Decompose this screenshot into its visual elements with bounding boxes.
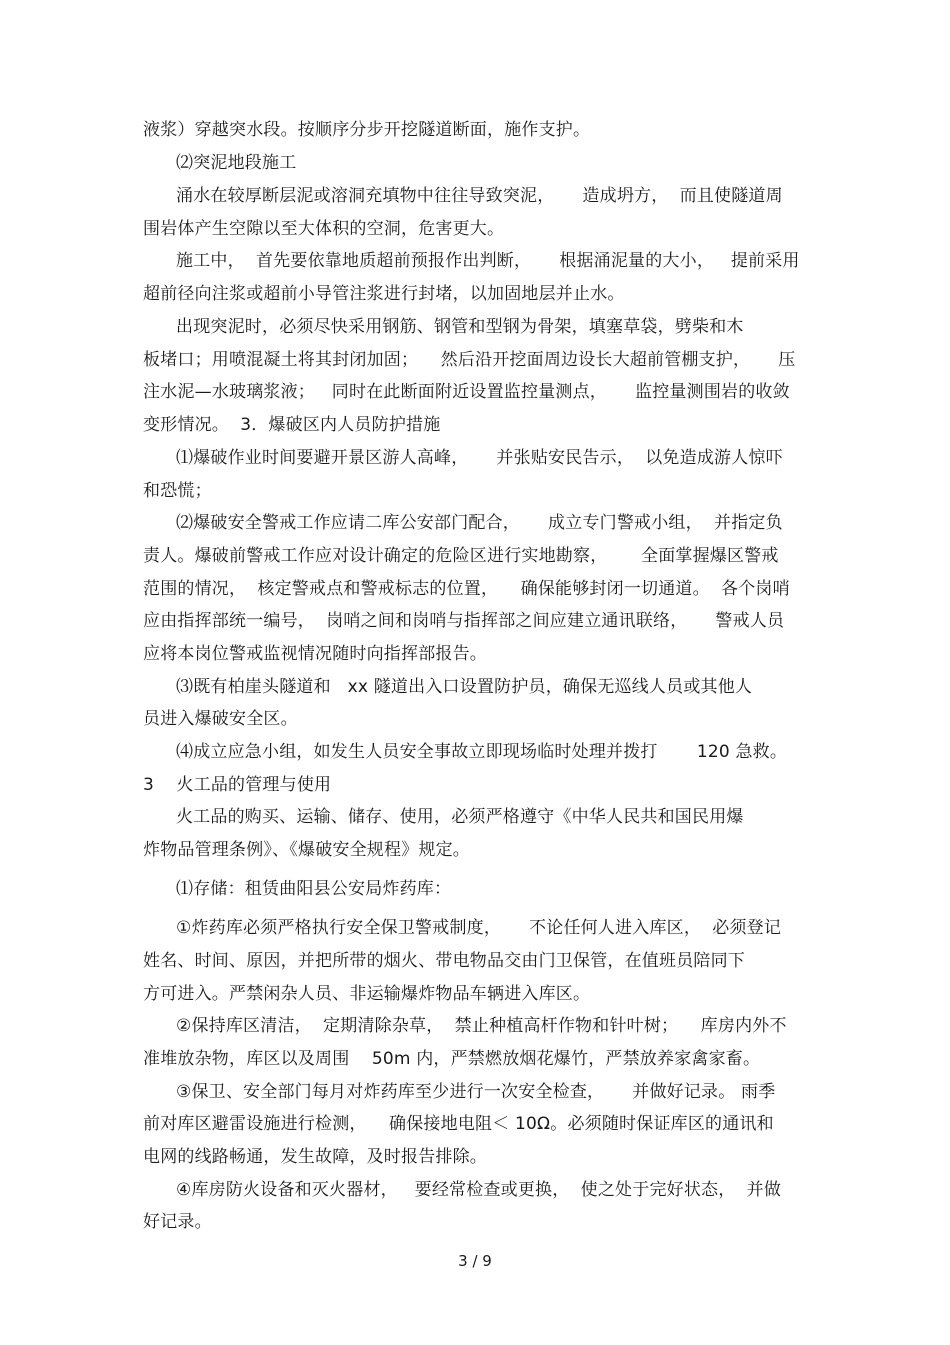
text-line: ①炸药库必须严格执行安全保卫警戒制度， 不论任何人进入库区， 必须登记 (176, 918, 782, 938)
text-line: ⑴存储：租赁曲阳县公安局炸药库： (176, 879, 452, 899)
text-line: 范围的情况， 核定警戒点和警戒标志的位置， 确保能够封闭一切通道。 各个岗哨 (143, 579, 790, 599)
text-line: 施工中， 首先要依靠地质超前预报作出判断， 根据涌泥量的大小， 提前采用 (176, 251, 800, 271)
text-line: ②保持库区清洁， 定期清除杂草， 禁止种植高杆作物和针叶树； 库房内外不 (176, 1016, 787, 1036)
text-line: 应由指挥部统一编号， 岗哨之间和岗哨与指挥部之间应建立通讯联络， 警戒人员 (143, 611, 785, 631)
text-line: 准堆放杂物，库区以及周围 50m 内，严禁燃放烟花爆竹，严禁放养家禽家畜。 (143, 1049, 761, 1069)
text-line: ⑵爆破安全警戒工作应请二库公安部门配合， 成立专门警戒小组， 并指定负 (176, 513, 783, 533)
text-line: 炸物品管理条例》、《爆破安全规程》规定。 (143, 840, 470, 860)
text-line: 电网的线路畅通，发生故障，及时报告排除。 (143, 1147, 487, 1167)
text-line: ④库房防火设备和灭火器材， 要经常检查或更换， 使之处于完好状态， 并做 (176, 1180, 782, 1200)
page-number: 3 / 9 (458, 1252, 492, 1270)
text-line: 围岩体产生空隙以至大体积的空洞，危害更大。 (143, 219, 505, 239)
text-line: ⑴爆破作业时间要避开景区游人高峰， 并张贴安民告示， 以免造成游人惊吓 (176, 448, 783, 468)
text-line: 责人。爆破前警戒工作应对设计确定的危险区进行实地勘察， 全面掌握爆区警戒 (143, 546, 779, 566)
text-line: 好记录。 (143, 1212, 212, 1232)
section-heading: 3 火工品的管理与使用 (143, 775, 332, 795)
text-line: 板堵口；用喷混凝土将其封闭加固； 然后沿开挖面周边设长大超前管棚支护， 压 (143, 350, 796, 370)
text-line: 超前径向注浆或超前小导管注浆进行封堵，以加固地层并止水。 (143, 284, 625, 304)
text-line: 注水泥—水玻璃浆液； 同时在此断面附近设置监控量测点， 监控量测围岩的收敛 (143, 382, 790, 402)
text-line: 出现突泥时，必须尽快采用钢筋、钢管和型钢为骨架，填塞草袋，劈柴和木 (176, 317, 744, 337)
text-line: 火工品的购买、运输、储存、使用，必须严格遵守《中华人民共和国民用爆 (176, 807, 744, 827)
text-line: 前对库区避雷设施进行检测， 确保接地电阻＜ 10Ω。必须随时保证库区的通讯和 (143, 1114, 774, 1134)
text-line: ⑶既有柏崖头隧道和 xx 隧道出入口设置防护员，确保无巡线人员或其他人 (176, 677, 753, 697)
text-line: ⑵突泥地段施工 (176, 153, 297, 173)
text-line: ⑷成立应急小组，如发生人员安全事故立即现场临时处理并拨打 120 急救。 (176, 742, 788, 762)
text-line: 方可进入。严禁闲杂人员、非运输爆炸物品车辆进入库区。 (143, 984, 591, 1004)
text-line: 应将本岗位警戒监视情况随时向指挥部报告。 (143, 644, 487, 664)
text-line: 姓名、时间、原因，并把所带的烟火、带电物品交由门卫保管，在值班员陪同下 (143, 951, 745, 971)
text-line: 和恐慌； (143, 481, 212, 501)
text-line: 液浆）穿越突水段。按顺序分步开挖隧道断面，施作支护。 (143, 120, 591, 140)
text-line: 变形情况。 3．爆破区内人员防护措施 (143, 415, 441, 435)
text-line: 员进入爆破安全区。 (143, 709, 298, 729)
text-line: ③保卫、安全部门每月对炸药库至少进行一次安全检查， 并做好记录。 雨季 (176, 1082, 776, 1102)
text-line: 涌水在较厚断层泥或溶洞充填物中往往导致突泥， 造成坍方， 而且使隧道周 (176, 186, 783, 206)
